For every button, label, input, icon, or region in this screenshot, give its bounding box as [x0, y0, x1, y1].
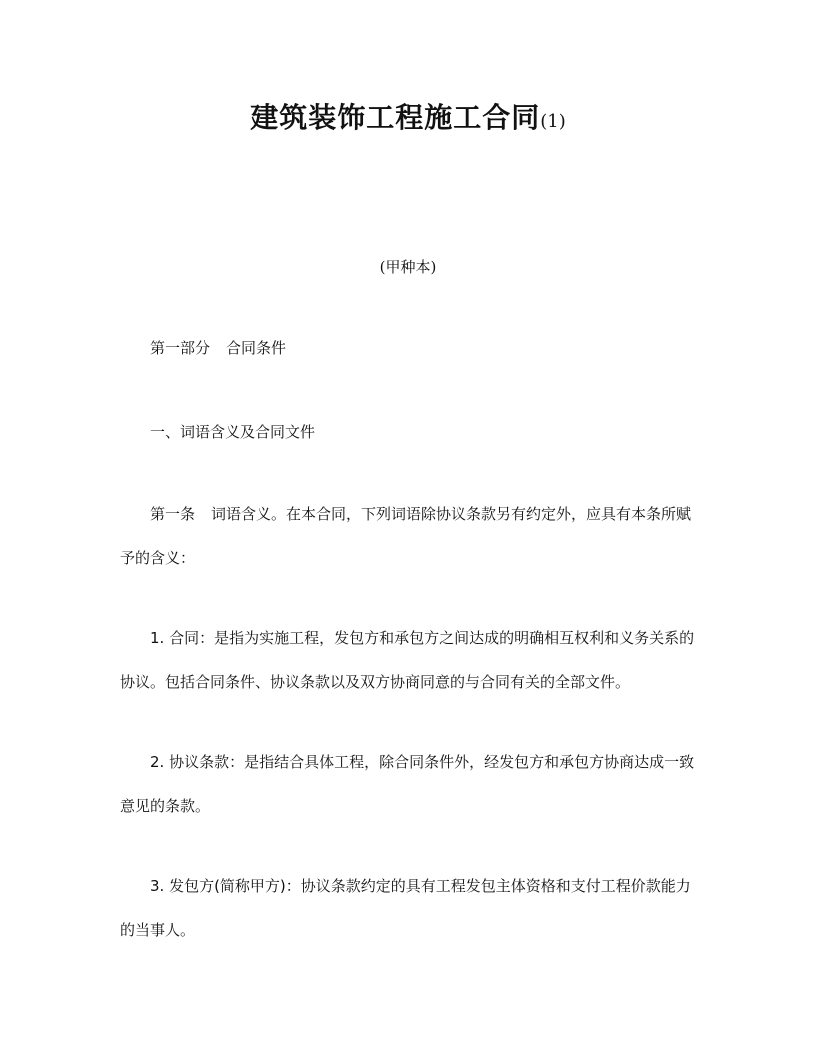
document-title	[0, 96, 816, 136]
definition-item: 2. 协议条款：是指结合具体工程，除合同条件外，经发包方和承包方协商达成一致意见的条款。	[120, 753, 695, 815]
part-number: 第一部分	[150, 339, 211, 357]
title-suffix: (1)	[540, 111, 566, 132]
article-text: 词语含义。在本合同，下列词语除协议条款另有约定外，应具有本条所赋予的含义：	[120, 505, 692, 567]
edition-label: (甲种本)	[379, 258, 437, 276]
definition-item: 3. 发包方(简称甲方)：协议条款约定的具有工程发包主体资格和支付工程价款能力的当事人。	[120, 877, 691, 939]
section-heading: 一、词语含义及合同文件	[150, 423, 316, 441]
definition-item: 1. 合同：是指为实施工程，发包方和承包方之间达成的明确相互权利和义务关系的协议。包括合同条件、协议条款以及双方协商同意的与合同有关的全部文件。	[120, 629, 695, 691]
title-text: 建筑装饰工程施工合同	[250, 101, 541, 134]
article-number: 第一条	[150, 505, 196, 523]
part-name: 合同条件	[226, 339, 287, 357]
article-1	[120, 492, 700, 580]
part-heading	[120, 326, 700, 370]
